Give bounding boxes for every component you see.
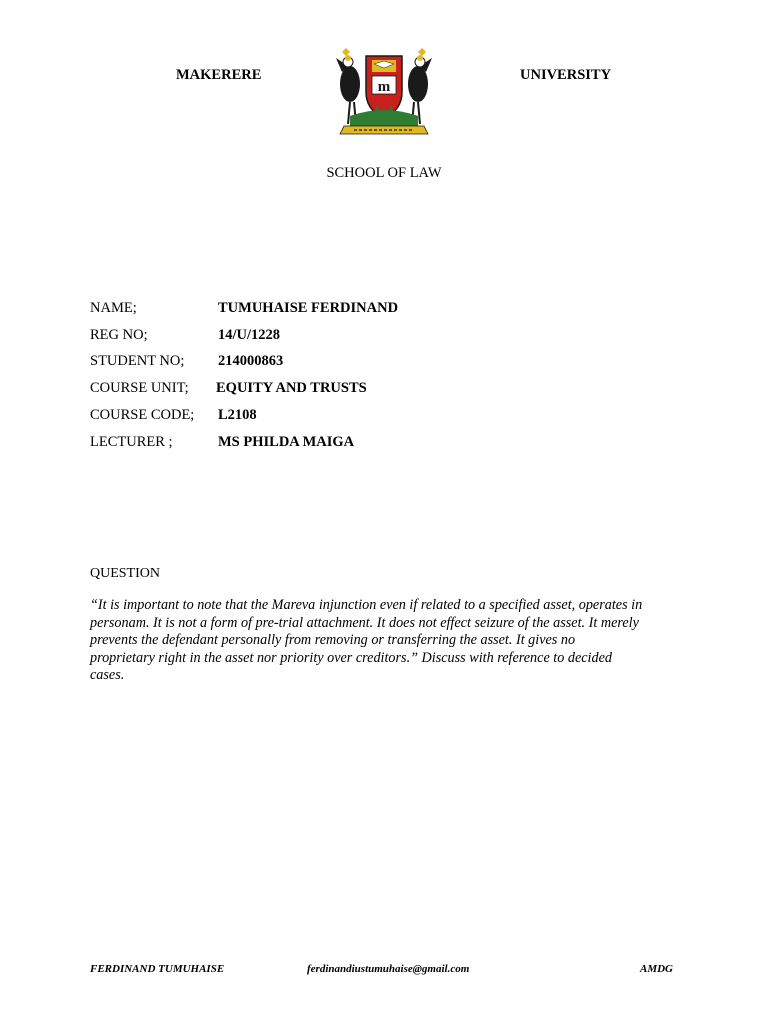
info-row-student-no [90,353,690,373]
question-line: personam. It is not a form of pre-trial attachment. It does not effect seizure of the asset. It merely [90,614,639,631]
info-value: L2108 [218,407,257,423]
info-label: COURSE CODE; [90,407,195,423]
info-label: REG NO; [90,327,148,343]
university-crest-icon [328,44,440,140]
info-label: COURSE UNIT; [90,380,189,396]
footer-motto: AMDG [640,963,674,975]
info-label: LECTURER ; [90,434,173,450]
info-value: 214000863 [218,353,284,369]
info-value: EQUITY AND TRUSTS [216,380,367,396]
question-line: prevents the defendant personally from removing or transferring the asset. It gives no [90,632,576,649]
info-value: MS PHILDA MAIGA [218,434,355,450]
footer-email: ferdinandiustumuhaise@gmail.com [307,963,470,975]
info-row-reg-no [90,327,690,347]
info-row-name [90,300,690,320]
header-university: UNIVERSITY [520,67,612,83]
info-value: 14/U/1228 [218,327,281,343]
school-title: SCHOOL OF LAW [326,165,442,181]
info-row-lecturer [90,434,690,454]
info-value: TUMUHAISE FERDINAND [218,300,399,316]
info-label: STUDENT NO; [90,353,185,369]
question-line: proprietary right in the asset nor priority over creditors.” Discuss with reference to decided [90,649,612,666]
info-row-course-unit [90,380,690,400]
info-label: NAME; [90,300,137,316]
info-row-course-code [90,407,690,427]
footer-name: FERDINAND TUMUHAISE [90,963,225,975]
question-line: “It is important to note that the Mareva injunction even if related to a specified asset, operates in [90,597,643,613]
question-body [90,597,690,685]
header-makerere: MAKERERE [176,67,262,83]
question-line: cases. [90,667,125,684]
question-title: QUESTION [90,566,160,581]
svg-text:m: m [377,79,391,95]
